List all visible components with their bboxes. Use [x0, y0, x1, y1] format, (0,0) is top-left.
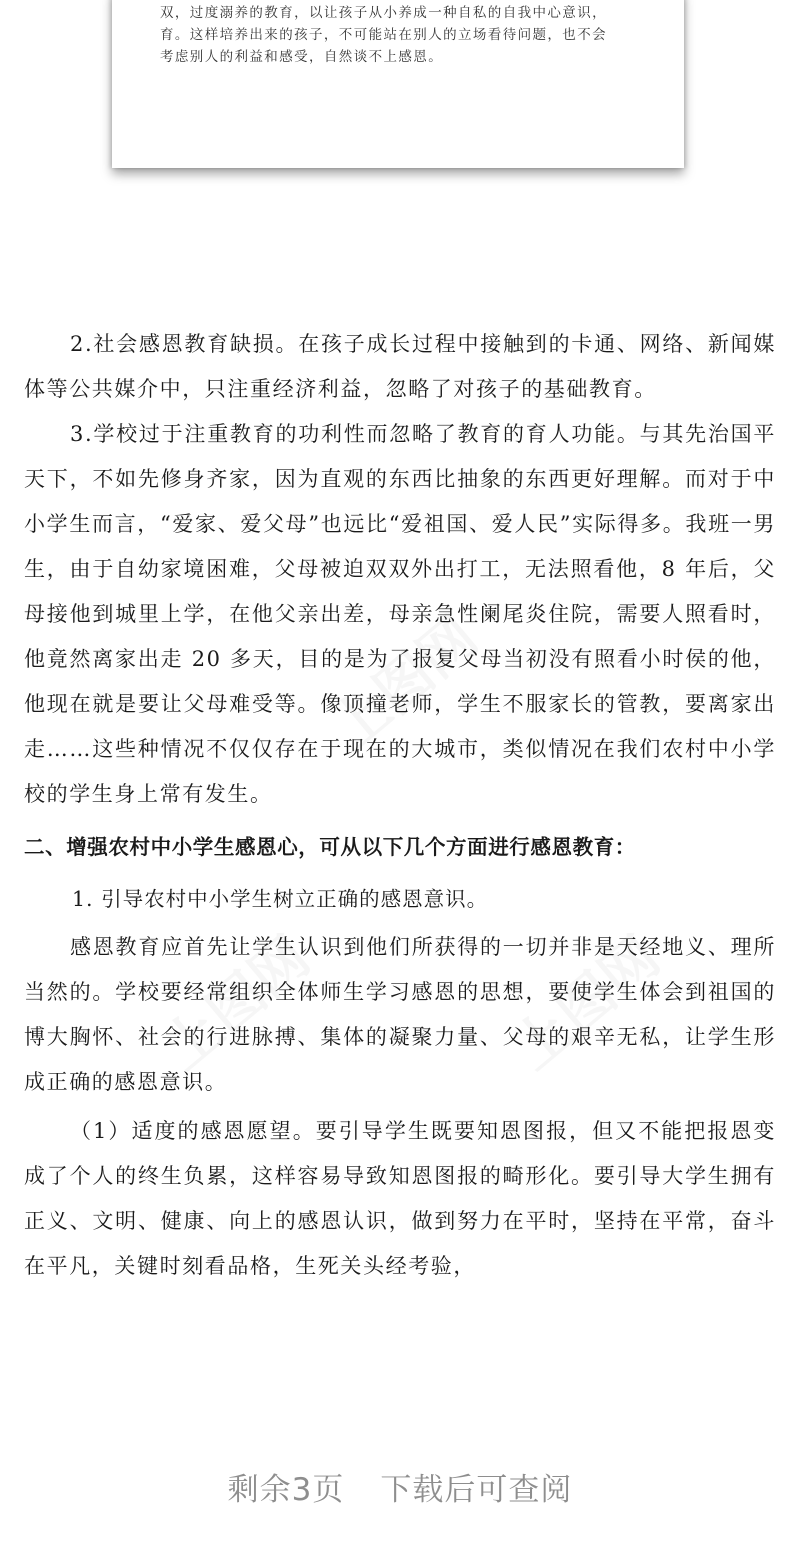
- preview-card-line: 考虑别人的利益和感受，自然谈不上感恩。: [160, 49, 444, 65]
- download-prompt-footer[interactable]: [0, 1464, 800, 1509]
- paragraph-school-education: 3.学校过于注重教育的功利性而忽略了教育的育人功能。与其先治国平天下，不如先修身齐家，因为直观的东西比抽象的东西更好理解。而对于中小学生而言，“爱家、爱父母”也远比“爱祖国、爱人民”实际得多。我班一男生，由于自幼家境困难，父母被迫双双外出打工，无法照看他，8 年后，父母接他到城里上学，在他父亲出差，母亲急性阑尾炎住院，需要人照看时，他竟然离家出走 20 多天，目的是为了报复父母当初没有照看小时侯的他，他现在就是要让父母难受等。像顶撞老师，学生不服家长的管教，要离家出走……这些种情况不仅仅存在于现在的大城市，类似情况在我们农村中小学校的学生身上常有发生。: [24, 422, 776, 806]
- paragraph-gratitude-wish: （1）适度的感恩愿望。要引导学生既要知恩图报，但又不能把报恩变成了个人的终生负累，这样容易导致知恩图报的畸形化。要引导大学生拥有正义、文明、健康、向上的感恩认识，做到努力在平时，坚持在平常，奋斗在平凡，关键时刻看品格，生死关头经考验，: [24, 1119, 776, 1278]
- paragraph-social-education: 2.社会感恩教育缺损。在孩子成长过程中接触到的卡通、网络、新闻媒体等公共媒介中，只注重经济利益，忽略了对孩子的基础教育。: [24, 332, 776, 401]
- remaining-pages-label[interactable]: 剩余3页: [227, 1472, 345, 1508]
- paragraph-gratitude-awareness: 感恩教育应首先让学生认识到他们所获得的一切并非是天经地义、理所当然的。学校要经常组织全体师生学习感恩的思想，要使学生体会到祖国的博大胸怀、社会的行进脉搏、集体的凝聚力量、父母的艰辛无私，让学生形成正确的感恩意识。: [24, 935, 776, 1094]
- preview-card-line: 育。这样培养出来的孩子，不可能站在别人的立场看待问题，也不会: [160, 27, 607, 43]
- preview-card-line: 双，过度溺养的教育，以让孩子从小养成一种自私的自我中心意识，: [160, 5, 607, 21]
- subsection-heading: 1. 引导农村中小学生树立正确的感恩意识。: [72, 887, 489, 911]
- section-heading: 二、增强农村中小学生感恩心，可从以下几个方面进行感恩教育：: [24, 835, 636, 859]
- download-to-view-label[interactable]: 下载后可查阅: [380, 1472, 573, 1508]
- preview-card-text: [160, 2, 640, 68]
- document-body: [24, 322, 776, 1289]
- preview-card: [112, 0, 684, 168]
